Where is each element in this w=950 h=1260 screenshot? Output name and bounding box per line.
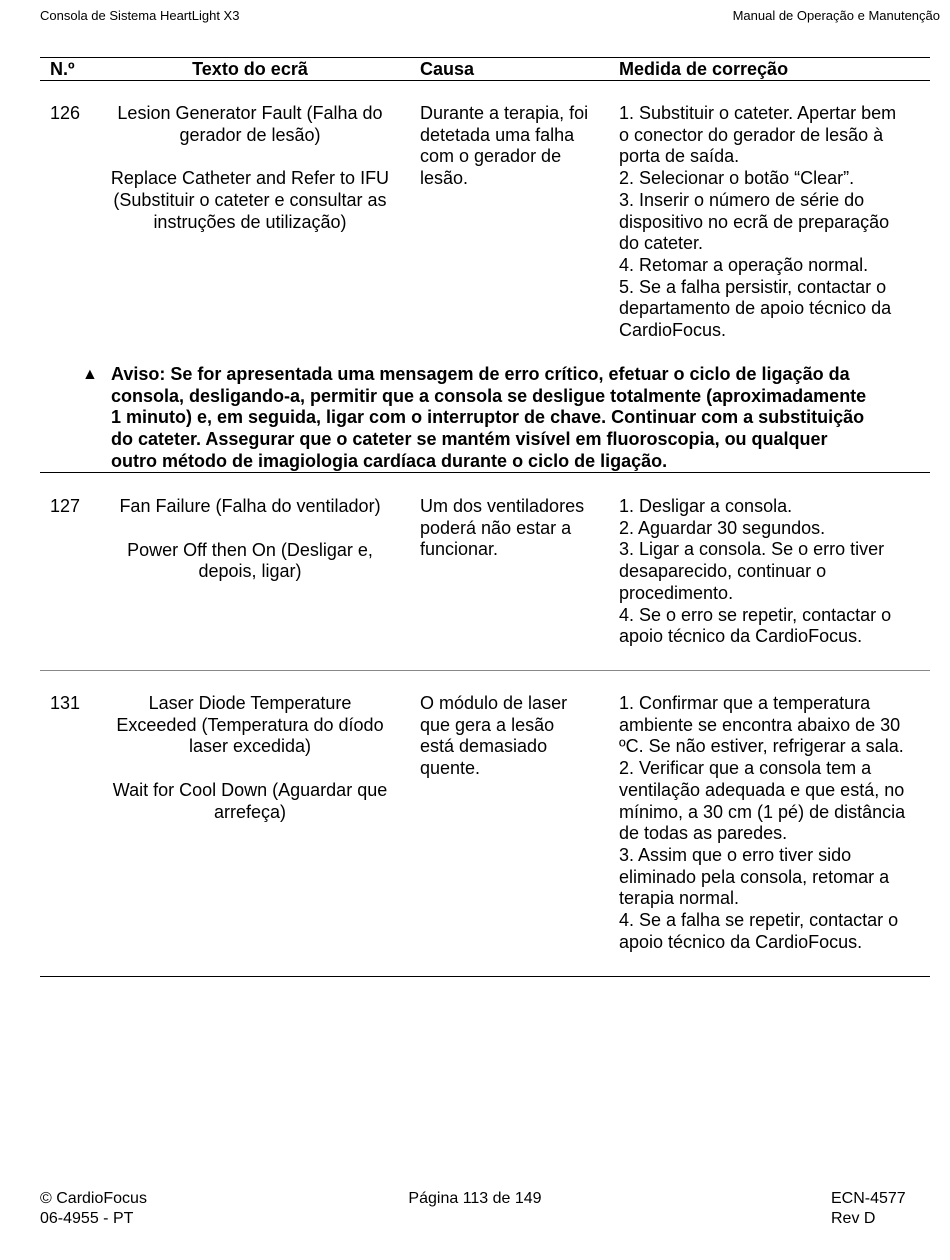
cause-line: lesão.: [420, 168, 469, 189]
action-line: 3. Inserir o número de série do: [619, 189, 865, 210]
action-line: mínimo, a 30 cm (1 pé) de distância: [619, 801, 906, 822]
screen-line: Power Off then On (Desligar e,: [127, 539, 373, 560]
action-line: departamento de apoio técnico da: [619, 298, 892, 319]
row-126-number: 126: [50, 103, 81, 123]
warning-line: 1 minuto) e, em seguida, ligar com o interruptor de chave. Continuar com a substituição: [111, 407, 865, 428]
cause-line: funcionar.: [420, 539, 499, 560]
cause-line: Durante a terapia, foi: [420, 103, 589, 123]
table-bottom-rule: [40, 976, 930, 977]
action-line: eliminado pela consola, retomar a: [619, 866, 890, 887]
row-127-corrective-action: [619, 496, 929, 648]
screen-line: depois, ligar): [198, 561, 302, 582]
row-131-corrective-action: [619, 693, 929, 953]
screen-line-gap: [100, 758, 400, 780]
screen-line: Lesion Generator Fault (Falha do: [117, 103, 383, 123]
column-header-number: N.º: [50, 59, 75, 79]
warning-triangle-icon: ▲: [82, 366, 98, 383]
action-line: apoio técnico da CardioFocus.: [619, 931, 863, 952]
warning-line: consola, desligando-a, permitir que a consola se desligue totalmente (aproximadamente: [111, 385, 867, 406]
screen-line: Replace Catheter and Refer to IFU: [110, 168, 390, 189]
warning-line: outro método de imagiologia cardíaca durante o ciclo de ligação.: [111, 450, 668, 471]
row-127-screen-text: [100, 496, 400, 583]
row-126-cause: [420, 103, 605, 190]
action-line: terapia normal.: [619, 888, 740, 909]
page-header-title: Consola de Sistema HeartLight X3: [40, 8, 240, 23]
column-header-screen-text: Texto do ecrã: [192, 59, 308, 79]
cause-line: detetada uma falha: [420, 124, 575, 145]
action-line: 3. Assim que o erro tiver sido: [619, 844, 852, 865]
action-line: 4. Se o erro se repetir, contactar o: [619, 604, 892, 625]
action-line: apoio técnico da CardioFocus.: [619, 626, 863, 647]
action-line: 2. Aguardar 30 segundos.: [619, 517, 826, 538]
row-131-number: 131: [50, 693, 81, 713]
screen-line: arrefeça): [213, 801, 287, 822]
row-127-cause: [420, 496, 605, 561]
action-line: o conector do gerador de lesão à: [619, 124, 884, 145]
warning-line: do cateter. Assegurar que o cateter se mantém visível em fluoroscopia, ou qualquer: [111, 429, 828, 450]
row-131-cause: [420, 693, 605, 780]
action-line: porta de saída.: [619, 146, 740, 167]
table-top-rule: [40, 57, 930, 58]
row-131-screen-text: [100, 693, 400, 824]
action-line: 4. Retomar a operação normal.: [619, 254, 869, 275]
action-line: dispositivo no ecrã de preparação: [619, 211, 890, 232]
action-line: ambiente se encontra abaixo de 30: [619, 714, 901, 735]
action-line: de todas as paredes.: [619, 823, 788, 844]
footer-page-number: Página 113 de 149: [408, 1190, 542, 1207]
action-line: 2. Verificar que a consola tem a: [619, 758, 872, 779]
action-line: 3. Ligar a consola. Se o erro tiver: [619, 539, 885, 560]
cause-line: poderá não estar a: [420, 517, 572, 538]
screen-line: Wait for Cool Down (Aguardar que: [112, 780, 388, 801]
action-line: ventilação adequada e que está, no: [619, 779, 905, 800]
footer-right: [831, 1189, 906, 1229]
footer-revision: Rev D: [831, 1210, 876, 1227]
screen-line: gerador de lesão): [179, 124, 321, 145]
footer-doc-number: 06-4955 - PT: [40, 1210, 134, 1227]
action-line: ºC. Se não estiver, refrigerar a sala.: [619, 736, 904, 757]
column-header-cause: Causa: [420, 59, 475, 79]
action-line: 1. Substituir o cateter. Apertar bem: [619, 103, 897, 123]
row-127-number: 127: [50, 496, 81, 516]
row-127-bottom-rule: [40, 670, 930, 671]
action-line: 1. Confirmar que a temperatura: [619, 693, 871, 713]
cause-line: com o gerador de: [420, 146, 562, 167]
page-header-manual: Manual de Operação e Manutenção: [732, 8, 940, 23]
row-126-corrective-action: [619, 103, 929, 342]
action-line: 4. Se a falha se repetir, contactar o: [619, 910, 899, 931]
header-bottom-rule: [40, 80, 930, 81]
screen-line: laser excedida): [188, 736, 312, 757]
action-line: do cateter.: [619, 233, 704, 254]
footer-ecn: ECN-4577: [831, 1190, 906, 1207]
action-line: CardioFocus.: [619, 320, 727, 341]
critical-error-warning: [111, 364, 921, 473]
cause-line: quente.: [420, 758, 481, 779]
footer-copyright: © CardioFocus: [40, 1190, 147, 1207]
action-line: procedimento.: [619, 582, 734, 603]
screen-line: (Substituir o cateter e consultar as: [113, 190, 387, 211]
screen-line: instruções de utilização): [153, 211, 347, 232]
action-line: 5. Se a falha persistir, contactar o: [619, 276, 887, 297]
screen-line: Fan Failure (Falha do ventilador): [119, 496, 381, 516]
screen-line: Exceeded (Temperatura do díodo: [116, 714, 384, 735]
cause-line: O módulo de laser: [420, 693, 568, 713]
row-126-screen-text: [100, 103, 400, 234]
action-line: 2. Selecionar o botão “Clear”.: [619, 168, 855, 189]
cause-line: está demasiado: [420, 736, 548, 757]
column-header-corrective-action: Medida de correção: [619, 59, 789, 79]
screen-line: Laser Diode Temperature: [148, 693, 352, 713]
action-line: 1. Desligar a consola.: [619, 496, 793, 516]
screen-line-gap: [100, 146, 400, 168]
cause-line: Um dos ventiladores: [420, 496, 585, 516]
cause-line: que gera a lesão: [420, 714, 555, 735]
row-126-bottom-rule: [40, 472, 930, 473]
warning-line: Aviso: Se for apresentada uma mensagem de erro crítico, efetuar o ciclo de ligação da: [111, 364, 850, 384]
action-line: desaparecido, continuar o: [619, 561, 827, 582]
screen-line-gap: [100, 518, 400, 540]
